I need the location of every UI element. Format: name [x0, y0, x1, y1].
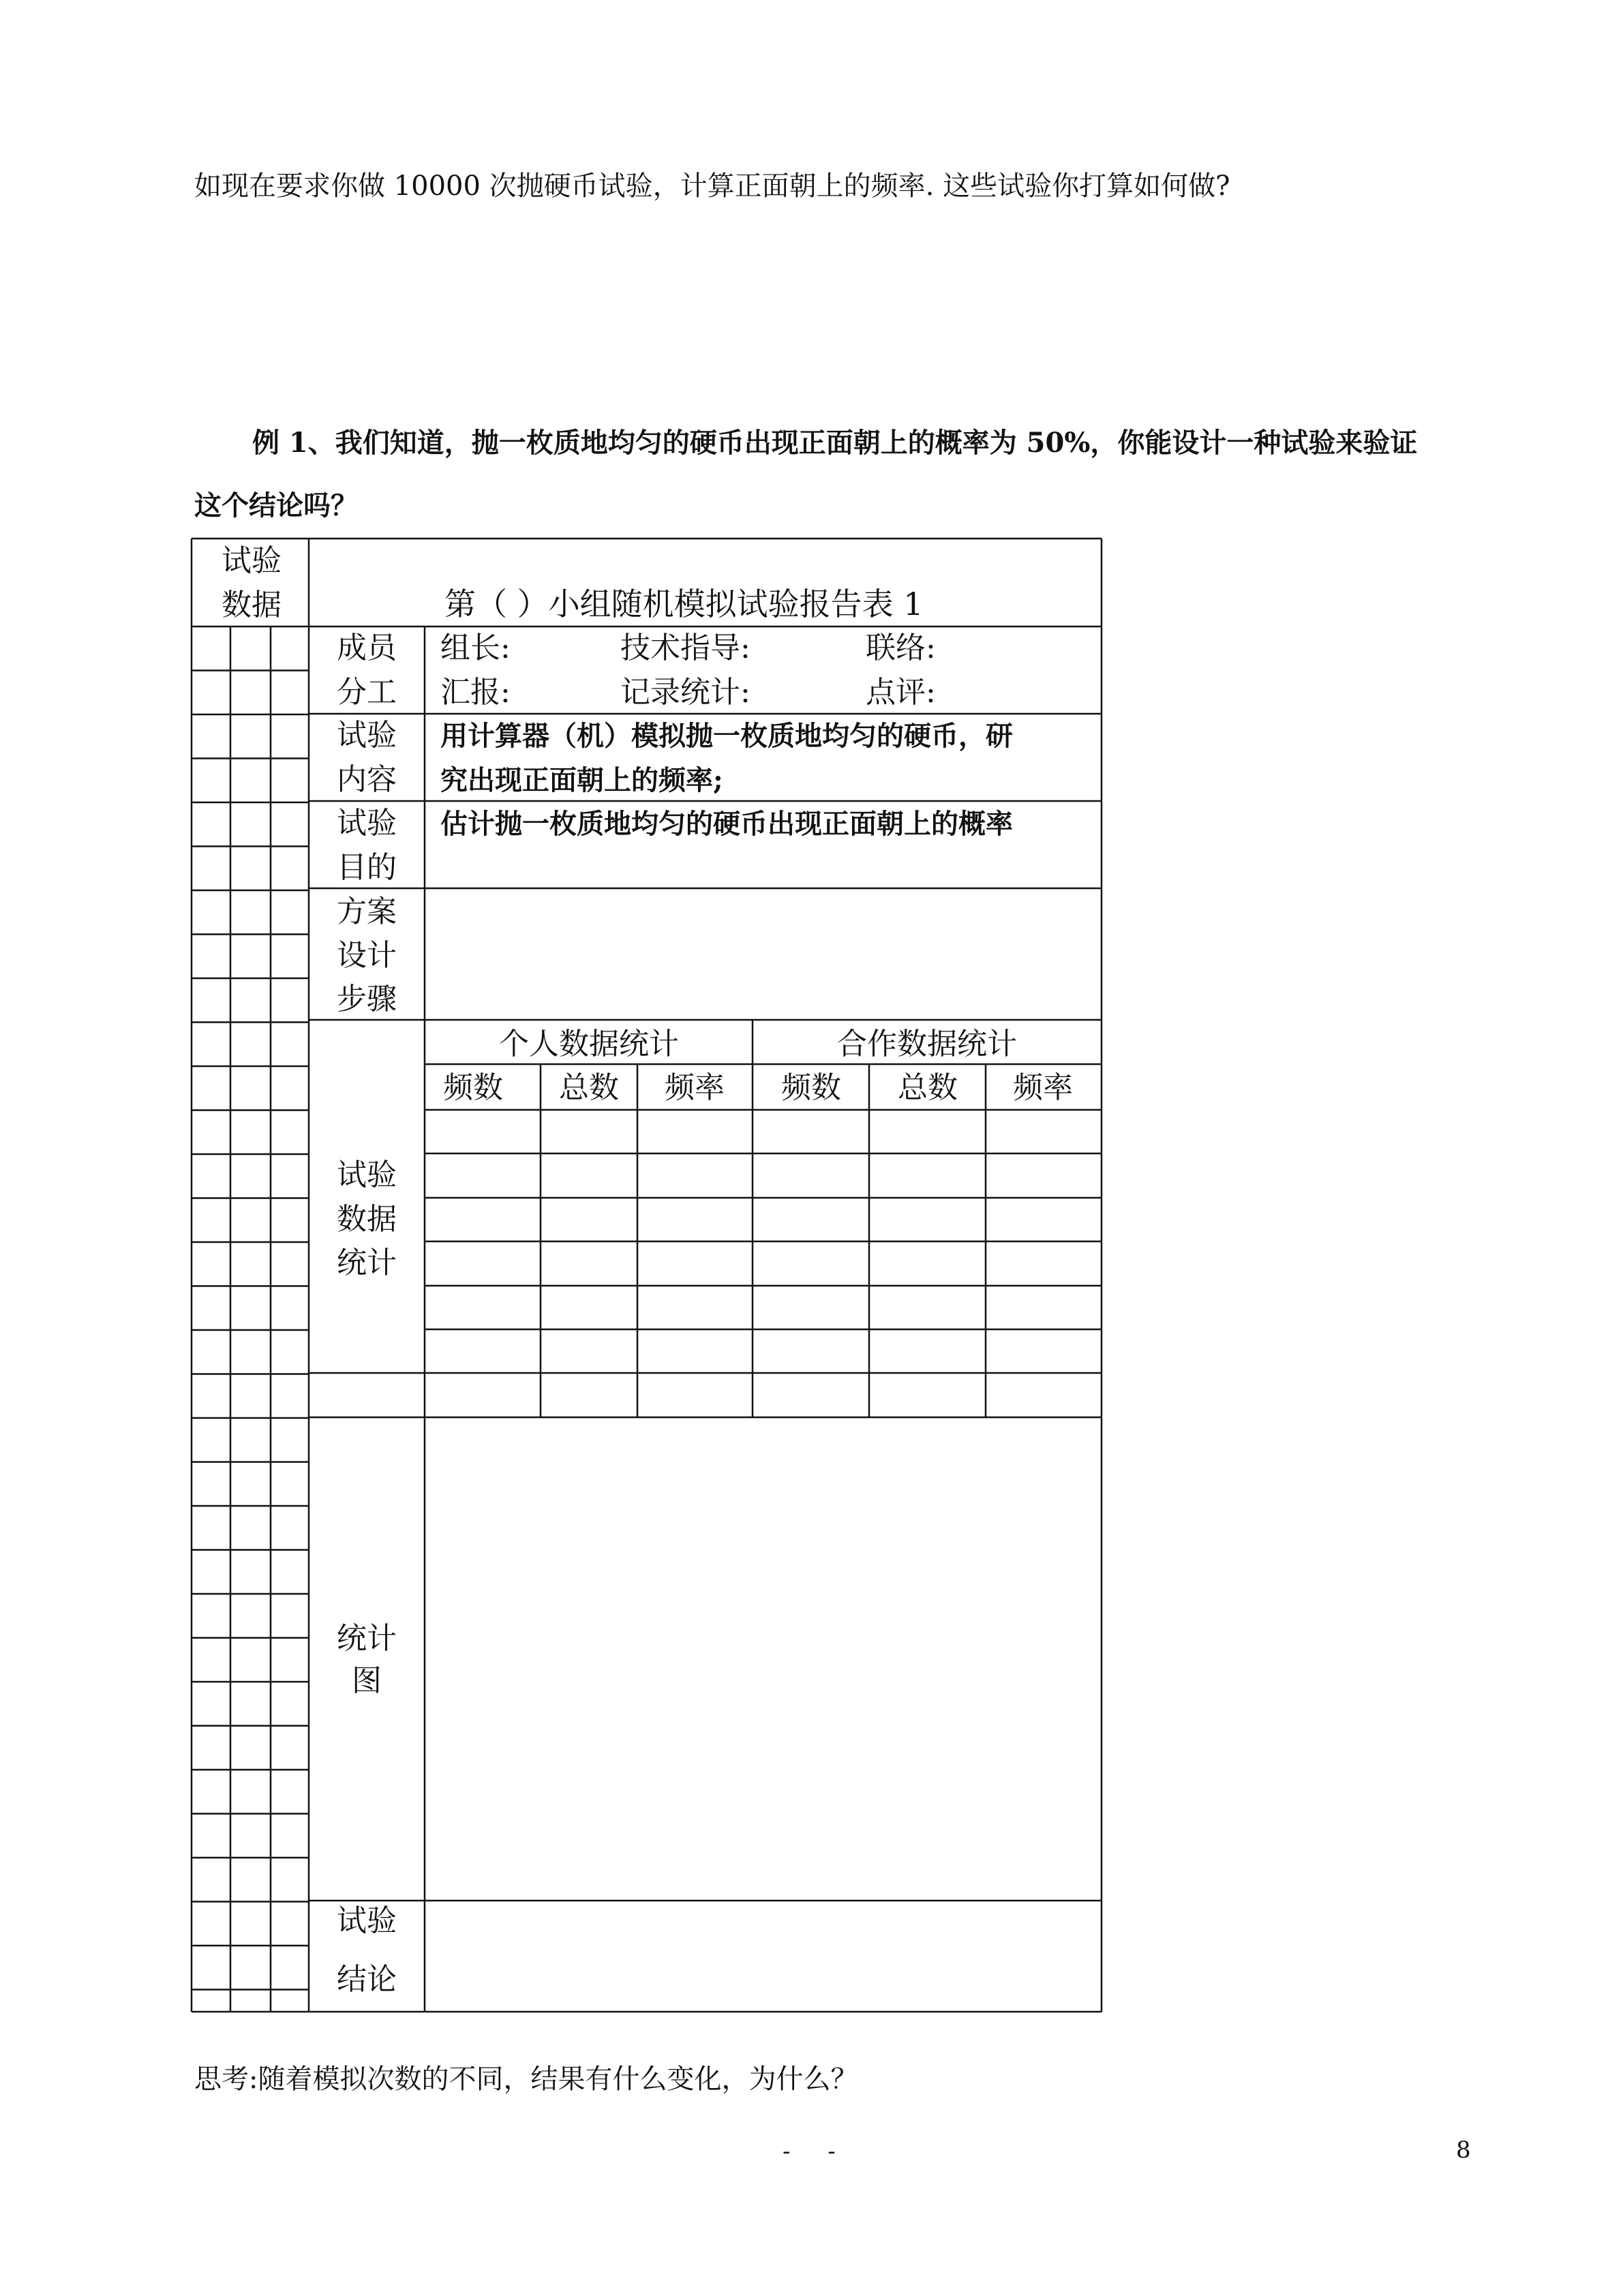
- content-text-line-2: 究出现正面朝上的频率;: [440, 764, 723, 796]
- corner-label-line-1: 试验: [222, 543, 282, 578]
- stats-label-line-1: 试验: [337, 1158, 397, 1192]
- page-number: 8: [1456, 2136, 1471, 2164]
- corner-label-line-2: 数据: [222, 588, 282, 622]
- table-grid-lines: [192, 539, 1102, 2012]
- stats-label-line-2: 数据: [337, 1202, 397, 1237]
- member-reviewer: 点评:: [866, 675, 936, 710]
- chart-label-line-1: 统计: [337, 1621, 397, 1656]
- purpose-label-line-1: 试验: [337, 806, 397, 841]
- col-header-group-frequency: 频率: [1013, 1070, 1073, 1105]
- members-label-line-2: 分工: [337, 675, 397, 710]
- content-label-line-1: 试验: [337, 718, 397, 753]
- conclusion-label-line-1: 试验: [337, 1903, 397, 1938]
- thinking-question: 思考:随着模拟次数的不同，结果有什么变化，为什么？: [194, 2064, 858, 2095]
- chart-label-line-2: 图: [352, 1663, 382, 1698]
- member-reporter: 汇报:: [440, 675, 511, 710]
- stats-label-line-3: 统计: [337, 1245, 397, 1280]
- report-title: 第（ ）小组随机模拟试验报告表 1: [444, 586, 924, 622]
- conclusion-label-line-2: 结论: [337, 1962, 397, 1997]
- design-label-line-2: 设计: [337, 938, 397, 973]
- personal-stats-header: 个人数据统计: [499, 1027, 679, 1061]
- intro-question: 如现在要求你做 10000 次抛硬币试验，计算正面朝上的频率. 这些试验你打算如何做?: [194, 170, 1230, 202]
- group-stats-header: 合作数据统计: [837, 1027, 1017, 1061]
- design-label-line-3: 步骤: [337, 982, 397, 1016]
- example-line-2: 这个结论吗？: [194, 489, 358, 522]
- member-recorder: 记录统计:: [620, 675, 750, 710]
- purpose-text: 估计抛一枚质地均匀的硬币出现正面朝上的概率: [440, 808, 1013, 840]
- col-header-group-frequency-count: 频数: [781, 1070, 841, 1105]
- example-line-1: 例 1、我们知道，抛一枚质地均匀的硬币出现正面朝上的概率为 50%，你能设计一种试验来验证: [252, 427, 1418, 459]
- members-label-line-1: 成员: [337, 631, 397, 665]
- purpose-label-line-2: 目的: [337, 850, 397, 885]
- footer-dashes: - -: [783, 2138, 851, 2165]
- member-tech-guide: 技术指导:: [620, 631, 750, 665]
- design-label-line-1: 方案: [337, 894, 397, 929]
- col-header-personal-total: 总数: [559, 1070, 619, 1105]
- member-liaison: 联络:: [866, 631, 936, 665]
- col-header-group-total: 总数: [898, 1070, 958, 1105]
- member-leader: 组长:: [440, 631, 511, 665]
- content-label-line-2: 内容: [337, 762, 397, 797]
- col-header-personal-frequency: 频率: [665, 1070, 725, 1105]
- content-text-line-1: 用计算器（机）模拟抛一枚质地均匀的硬币，研: [440, 720, 1013, 752]
- col-header-personal-frequency-count: 频数: [443, 1070, 503, 1105]
